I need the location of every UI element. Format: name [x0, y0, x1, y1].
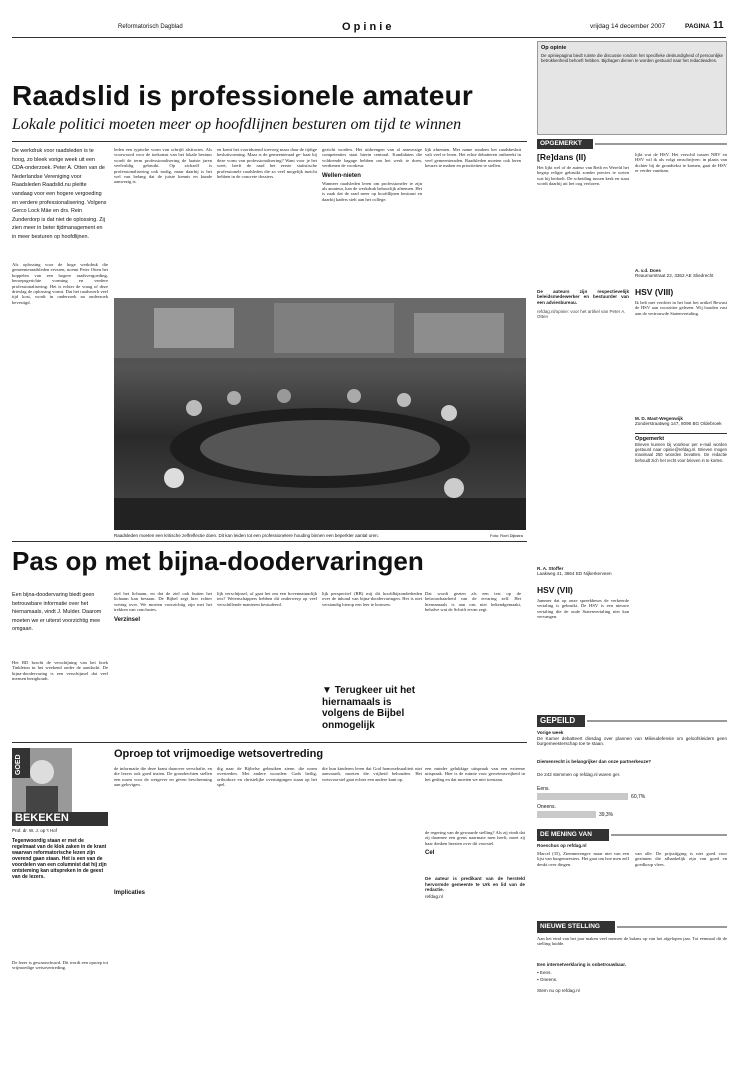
page-number: 11	[713, 20, 724, 31]
bottom-subhead-2: Cel	[425, 850, 435, 857]
mening-sub: Roeschus op refdag.nl	[537, 843, 587, 848]
opinie-box-text: De opiniepagina biedt ruimte die discussie rondom het specifieke deskundigheid of persoonlijke betrokkenheid behoeft hebben. Bijdragen dienen te worden gestuurd naar het redactieadres.	[541, 53, 723, 64]
gepeild-question: De Kamer debatteert dinsdag over plannen van Milieudefensie om geloofsleiders geen burgemeesterschap toe te staan.	[537, 736, 727, 747]
second-body-col-1: Het RD bracht de verschijning van het boek Tinkleton in het weekend onder de aandacht. De bijna-doodervaring is een verschijnsel dat veel mensen bezighoudt.	[12, 660, 108, 682]
bekeken-badge: BEKEKEN	[12, 812, 108, 826]
second-body-col-2: ziel het lichaam, en dat de ziel ook buiten het lichaam kan bestaan. De Bijbel zegt hier echter weinig over. We moeten voorzichtig zijn met het trekken van conclusies. Verzinsel	[114, 591, 212, 623]
photo-credit: Foto: Roel Dijkstra	[490, 533, 523, 538]
gepeild-sub: Vorige week	[537, 730, 564, 735]
second-headline: Pas op met bijna-doodervaringen	[12, 546, 424, 576]
bottom-headline: Oproep tot vrijmoedige wetsovertreding	[114, 748, 324, 760]
poll-value-1: 60,7%	[631, 794, 646, 800]
main-headline: Raadslid is professionele amateur	[12, 80, 473, 111]
mening-text-1: Marcel (35), Ziemmerenger: maar niet van een lijst van burgemeesters. Het gaat om hoe men zelf denkt over dingen.	[537, 851, 629, 867]
opgemerkt-col-1: [Re]dans (II) Het lijkt wel of de auteur van Reth en Wereld het begrip religie gebruikt zonder precies te weten wat hij bedoelt. De scheiding tussen kerk en staat wordt daarbij uit het oog verloren. De auteurs zijn respectievelijk beleidsmedewerker en bestuurder van een adviesbureau. refdag.nl/opinie: voor het artikel van Peter A. Otten	[537, 152, 629, 320]
pullquote: ▼ Terugkeer uit het hiernamaals is volgens de Bijbel onmogelijk	[322, 685, 416, 731]
bottom-body-col-5: een minder gelukkige uitspraak van een extreme uitspraak. Hier is de ruimte voor gewetensvrijheid in het geding en dat moeten we niet toestaan.	[425, 766, 525, 782]
topic-hsv7: HSV (VII)	[537, 584, 573, 595]
second-body-col-4: lijk perspectief (RB) mij dit hoofdbijzonderheden over de inhoud van bijna-doodervaringen. Het is niet verstandig hierop een leer te bouwen. ▼ Terugkeer uit het hiernamaals is volgens de Bijbel onmogelijk	[322, 591, 422, 731]
opgemerkt-box-text: Brieven kunnen bij voorkeur per e-mail worden gestuurd naar opinie@refdag.nl. Brieven mogen maximaal 250 woorden bevatten. De redactie behoudt zich het recht voor brieven in te korten.	[635, 441, 727, 463]
mening-header: DE MENING VAN	[540, 831, 592, 838]
bottom-body-col-1: De lezer is gewaarschuwd. Dit wordt een oproep tot vrijmoedige wetsovertreding.	[12, 960, 108, 971]
poll-option-2-label: Oneens.	[537, 804, 556, 810]
page-label: PAGINA	[685, 23, 710, 30]
opinie-box-title: Op opinie	[541, 45, 567, 51]
opgemerkt-header: OPGEMERKT	[540, 140, 582, 147]
second-intro: Een bijna-doodervaring biedt geen betrouwbare informatie over het hiernamaals, vindt J. Mulder. Daarom moeten we er uiterst voorzichtig mee omgaan.	[12, 592, 102, 633]
main-intro: De werkdruk voor raadsleden is te hoog, zo bleek vorige week uit een CDA-onderzoek. Peter A. Otten van de Nederlandse Vereniging voor Raadsleden Raadslid.nu pleitte vandaag voor een hogere vergoeding en verdere professionalisering. Volgens Gerco Lock Mäe en drs. Rein Zunderdorp is dat niet de oplossing. Zij zien meer in beter tijdmanagement en in meer besturen op hoofdlijnen.	[12, 148, 107, 240]
second-body-col-5: Dat wordt gezien als een test op de betrouwbaarheid van de ervaring zelf. Het hiernamaals is aan ons niet bekendgemaakt, behalve wat de Schrift ervan zegt.	[425, 591, 521, 613]
bottom-subhead: Implicaties	[114, 890, 146, 896]
main-subhead: Wellen-nieten	[322, 172, 361, 179]
masthead-rule	[12, 37, 726, 38]
author-name: Prof. dr. W. J. op 't Hof	[12, 828, 57, 833]
second-article-rule	[12, 541, 527, 542]
stelling-bold: Een internetverklaring is onbetrouwbaar.	[537, 962, 627, 967]
bottom-lead: Tegenwoordig staan er met de regelmaat van de klok zaken in de krant waarvan reformatorische lezen zijn overend gaan staan. Het is een van de voordelen van een columnist dat hij zijn ontsteming kan uitspreken in de geest van de lezers.	[12, 838, 107, 880]
council-meeting-photo	[114, 298, 526, 530]
gepeild-header-bar	[537, 715, 727, 727]
section-name: O p i n i e	[342, 21, 392, 33]
opgemerkt-col-1b: R. A. Stoffer Laakweg 41, 3864 ED Nijkerkerveen HSV (VII) Jammer dat op onze spreekbeurs de verkeerde vertaling is gebruikt. De HSV is een nieuwe vertaling die de oude Statenvertaling niet kan vervangen.	[537, 566, 629, 620]
issue-date: vrijdag 14 december 2007	[590, 23, 666, 30]
bottom-article-rule	[12, 742, 527, 743]
main-body-col-1: Als oplossing voor de hoge werkdruk die gemeenteraadsleden ervaren, noemt Peter Otten het koppelen van een hogere raadsvergoeding, beroepsgerichte vorming en verdere professionalisering. Het is echter de vraag of deze drieslag de oplossing vormt. Dat het raadswerk veel tijd kost, wordt in onderzoek na onderzoek bevestigd.	[12, 262, 108, 305]
stelling-header-bar	[537, 921, 727, 933]
stelling-option-2[interactable]: ▪ Oneens.	[537, 977, 558, 982]
poll-value-2: 39,3%	[598, 812, 614, 818]
bottom-footer-note: De auteur is predikant van de hersteld hervormde gemeente te Urk en lid van de redactie.	[425, 876, 525, 893]
opinie-info-box	[537, 41, 727, 135]
gepeild-respondents: De 242 stemmen op refdag.nl waren ger.	[537, 772, 621, 777]
goed-badge: GOED	[12, 748, 30, 778]
opgemerkt-box-title: Opgemerkt	[635, 435, 665, 442]
topic-redans: [Re]dans (II)	[537, 152, 587, 162]
headline-rule	[12, 141, 527, 142]
opgemerkt-header-bar	[537, 139, 727, 149]
mening-text-2: van alle. De prijsstijging is niet goed voor gezinnen die afhankelijk zijn van goed en goedkoop vlees.	[635, 851, 727, 867]
bottom-body-col-2: de informatie die deze krant daarover verschafte, en die lezers ook goed inzien. De grondrechten stellen een norm voor de wetgever en geven bescherming aan gelovigen. Implicaties	[114, 766, 212, 896]
poll-option-1-label: Eens.	[537, 786, 550, 792]
opgemerkt-col-2: lijkt wat de HSV. Het verschil tussen NBV en HSV wil ik als volgt omschrijven: in plaats van dichter bij de grondtekst te komen, gaat de HSV er verder vandaan. A. v.d. Does Reaumurstraat 22, 3362 AE Sliedrecht HSV (VIII) Ik heb met verdriet in het hart het artikel Bewust de HSV aan voorzitter gelezen. Wij houden vast aan de vertrouwde Statenvertaling. M. D. Mast-Wegenwijk Zonderstraatweg 147, 8096 BG Oldebroek Opgemerkt Brieven kunnen bij voorkeur per e-mail worden gestuurd naar opinie@refdag.nl. Brieven mogen maximaal 250 woorden bevatten. De redactie behoudt zich het recht voor brieven in te korten.	[635, 152, 727, 463]
refdag-link[interactable]: refdag.nl/opinie: voor het artikel van Peter A. Otten	[537, 309, 626, 320]
bottom-body-col-6: de regering van de gewaarde stelling? Als zij vindt dat zij daarmee een grens naarmate men heeft, moet zij haar denken herzien over dit voorstel. Cel De auteur is predikant van de hersteld hervormde gemeente te Urk en lid van de redactie. refdag.nl	[425, 830, 525, 900]
second-subhead: Verzinsel	[114, 616, 141, 623]
main-body-col-5: lijk afnemen. Met name rondom het raadsbesluit valt veel te leren. Het echte debatteren ontbreekt in veel gemeenteraden. Raadsleden moeten ook leren keuzes te maken en prioriteiten te stellen.	[425, 147, 521, 169]
mening-header-bar	[537, 829, 727, 841]
stelling-footer[interactable]: Stem nu op refdag.nl	[537, 988, 580, 993]
main-body-col-3: en komt het voortdurend toevoeg maar daar de tijdige besluitvorming. Maar is de gemeenteraad ge- baat bij deze vorm van professionalisering? Want voor je het weet, heeft de raad het eerste statistische professionele raadsleden die zo veel mogelijk inzicht hebben in de concrete dossiers.	[217, 147, 317, 180]
gepeild-question-bold: Diemenrecht is belangrijker dan onze partnerkeuze?	[537, 759, 652, 764]
gepeild-header: GEPEILD	[540, 716, 576, 725]
stelling-header: NIEUWE STELLING	[540, 923, 600, 930]
bottom-body-col-3: dig naar de Bijbelse gebruiken ziene, die norm overtreden. Met andere woorden: Gods heilig, orthodoxe en christelijke overtuigingen staan op het spel.	[217, 766, 317, 788]
second-body-col-3: lijk verschijnsel, of gaat het om een bovennatuurlijk iets? Wetenschappers hebben dit onderwerp op veel verschillende manieren bestudeerd.	[217, 591, 317, 607]
main-subtitle: Lokale politici moeten meer op hoofdlijnen besturen om tijd te winnen	[12, 116, 462, 133]
meeting-illustration	[114, 298, 526, 530]
stelling-option-1[interactable]: ▪ Eens.	[537, 970, 552, 975]
topic-hsv8: HSV (VIII)	[635, 286, 674, 297]
stelling-text: Aan het eind van het jaar maken veel mensen de balans op van het afgelopen jaar. Tot eenmaal dit de stelling luidde.	[537, 936, 727, 947]
bottom-email[interactable]: refdag.nl	[425, 894, 443, 900]
poll-bar-eens	[537, 793, 628, 800]
masthead	[12, 20, 726, 36]
main-body-col-2: leden een typische vorm van schrijft alsfractes. Als voorwoord voor de toekomst van het lokale bestuur wordt de term professionalisering de laatste jaren veelvuldig gebruikt. Op zichzelf is professionalisering ook nodig, maar daarbij is het wel van belang dat de juiste kennis en kunde aanwezig is.	[114, 147, 212, 185]
paper-name: Reformatorisch Dagblad	[118, 24, 183, 30]
photo-caption: Raadsleden moeten een kritische zelfreflectie doen. Dit kan leiden tot een professionelere houding binnen een beperkter aantal uren.	[114, 533, 379, 538]
triangle-icon: ▼	[322, 685, 335, 696]
main-body-col-4: gezicht worden. Het uitbrengen van al aanwezige competenties staat hierin centraal. Kandidaten die voldoende bagage hebben om het werk te doen, verdienen de voorkeur. Wellen-nieten Wanneer raadsleden leren om professioneler te zijn als amateur, kan de werkdruk behoorlijk afnemen. Het is zaak dat de raad meer op hoofdlijnen bestuurt en daarbij kaders stelt aan het college.	[322, 147, 422, 202]
poll-bar-oneens	[537, 811, 596, 818]
bottom-body-col-4: die hun kinderen leren dat God homoseksualiteit niet aanvaardt, moeten die vrijheid behouden. Het wetsvoorstel gaat echter een andere kant op.	[322, 766, 422, 782]
